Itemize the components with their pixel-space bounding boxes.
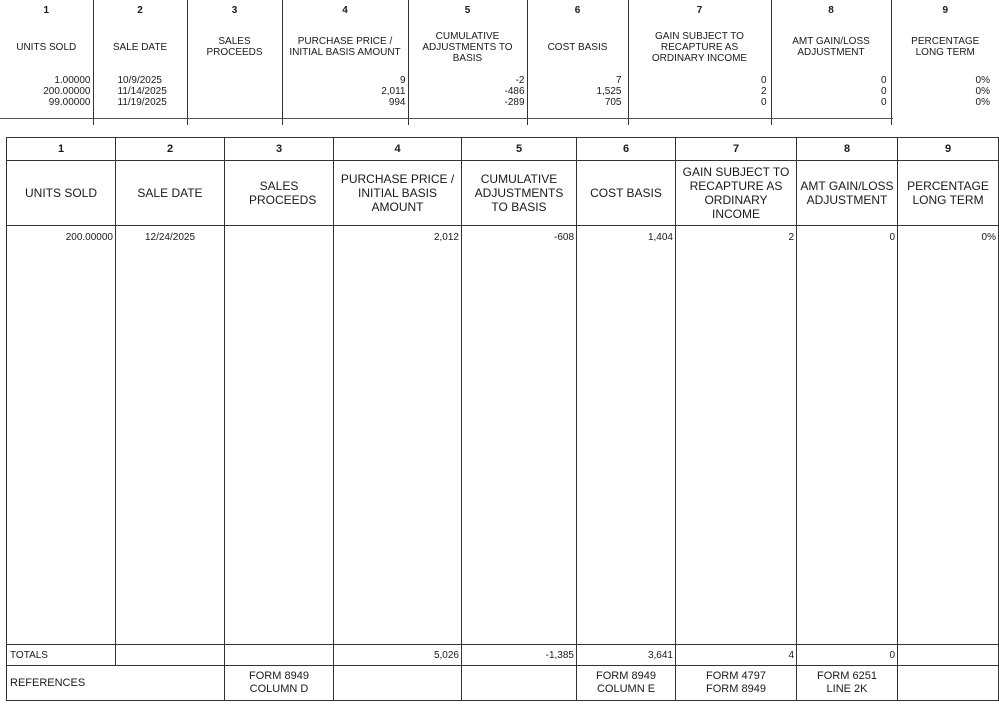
percentage-long-term-value: 0%	[975, 97, 990, 108]
percentage-long-term-value: 0%	[975, 75, 990, 86]
col-number: 9	[898, 138, 999, 161]
reference-line: FORM 4797	[706, 670, 766, 682]
header-cost-basis: COST BASIS	[527, 22, 628, 72]
top-sales-table	[0, 0, 999, 125]
sale-date-value: 12/24/2025	[116, 226, 225, 645]
header-percentage-long-term: PERCENTAGE LONG TERM	[898, 161, 999, 226]
header-amt-adjustment: AMT GAIN/LOSS ADJUSTMENT	[771, 22, 891, 72]
amt-adjustment-value: 0	[880, 97, 887, 108]
reference-line: FORM 8949	[706, 683, 766, 695]
amt-adjustment-value: 0	[880, 86, 887, 97]
header-sale-date: SALE DATE	[116, 161, 225, 226]
col-number: 9	[891, 0, 999, 22]
reference-gain-recapture	[676, 666, 797, 701]
purchase-price-value: 9	[399, 75, 406, 86]
cost-basis-value: 1,404	[577, 226, 676, 645]
cumulative-adjustment-value: -2	[515, 75, 525, 86]
col-number: 1	[7, 138, 116, 161]
reference-empty	[462, 666, 577, 701]
reference-line: COLUMN E	[596, 683, 656, 695]
cost-basis-value: 7	[615, 75, 622, 86]
totals-empty	[898, 645, 999, 666]
cumulative-adjustment-value: -289	[504, 97, 525, 108]
sales-proceeds-value	[188, 97, 280, 108]
references-label: REFERENCES	[7, 666, 225, 701]
header-percentage-long-term: PERCENTAGE LONG TERM	[891, 22, 999, 72]
header-amt-adjustment: AMT GAIN/LOSS ADJUSTMENT	[797, 161, 898, 226]
reference-empty	[898, 666, 999, 701]
table-row	[7, 226, 999, 645]
col-number: 6	[527, 0, 628, 22]
column-header-row	[0, 22, 999, 72]
col-number: 1	[43, 5, 50, 16]
purchase-price-value: 2,012	[334, 226, 462, 645]
column-header-row	[7, 161, 999, 226]
column-number-row	[0, 0, 999, 22]
totals-gain-recapture: 4	[676, 645, 797, 666]
cumulative-adjustment-value: -608	[462, 226, 577, 645]
units-sold-value: 200.00000	[43, 86, 91, 97]
reference-line: FORM 8949	[596, 670, 656, 682]
reference-line: FORM 6251	[817, 670, 877, 682]
col-number: 2	[93, 0, 187, 22]
header-gain-recapture: GAIN SUBJECT TO RECAPTURE AS ORDINARY INCOME	[676, 161, 797, 226]
reference-line: FORM 8949	[249, 670, 309, 682]
totals-amt-adjustment: 0	[797, 645, 898, 666]
header-sales-proceeds: SALES PROCEEDS	[187, 22, 282, 72]
reference-empty	[334, 666, 462, 701]
percentage-long-term-value: 0%	[898, 226, 999, 645]
col-number: 8	[771, 0, 891, 22]
col-number: 4	[334, 138, 462, 161]
header-purchase-price: PURCHASE PRICE / INITIAL BASIS AMOUNT	[282, 22, 408, 72]
col-number: 3	[187, 0, 282, 22]
top-table-bottom-rule	[0, 118, 893, 119]
header-gain-recapture: GAIN SUBJECT TO RECAPTURE AS ORDINARY INCOME	[628, 22, 771, 72]
reference-amt-adjustment	[797, 666, 898, 701]
reference-sales-proceeds	[225, 666, 334, 701]
sales-proceeds-value	[225, 226, 334, 645]
bottom-sales-table	[6, 137, 999, 701]
header-purchase-price: PURCHASE PRICE / INITIAL BASIS AMOUNT	[334, 161, 462, 226]
percentage-long-term-cell	[891, 72, 999, 125]
cumulative-adjustment-value: -486	[504, 86, 525, 97]
sales-proceeds-value	[188, 86, 280, 97]
sales-proceeds-value	[188, 75, 280, 86]
sale-date-value: 10/9/2025	[117, 75, 162, 86]
col-number: 8	[797, 138, 898, 161]
percentage-long-term-value: 0%	[975, 86, 990, 97]
purchase-price-value: 2,011	[381, 86, 406, 97]
col-number: 5	[408, 0, 527, 22]
sale-date-value: 11/14/2025	[117, 86, 167, 97]
header-cumulative-adjustments: CUMULATIVE ADJUSTMENTS TO BASIS	[462, 161, 577, 226]
totals-label: TOTALS	[7, 645, 116, 666]
col-number: 5	[462, 138, 577, 161]
totals-empty	[116, 645, 225, 666]
col-number: 7	[628, 0, 771, 22]
units-sold-value: 200.00000	[7, 226, 116, 645]
totals-cost-basis: 3,641	[577, 645, 676, 666]
totals-cumulative-adjustment: -1,385	[462, 645, 577, 666]
reference-line: LINE 2K	[826, 683, 868, 695]
cost-basis-value: 705	[604, 97, 622, 108]
sale-date-value: 11/19/2025	[117, 97, 167, 108]
amt-adjustment-value: 0	[797, 226, 898, 645]
cost-basis-value: 1,525	[596, 86, 622, 97]
col-number: 7	[676, 138, 797, 161]
purchase-price-value: 994	[388, 97, 406, 108]
gain-recapture-value: 0	[760, 97, 767, 108]
col-number: 6	[577, 138, 676, 161]
header-cost-basis: COST BASIS	[577, 161, 676, 226]
reference-cost-basis	[577, 666, 676, 701]
totals-purchase-price: 5,026	[334, 645, 462, 666]
column-number-row	[7, 138, 999, 161]
col-number: 4	[282, 0, 408, 22]
units-sold-value: 99.00000	[48, 97, 91, 108]
header-sale-date: SALE DATE	[93, 22, 187, 72]
gain-recapture-value: 2	[676, 226, 797, 645]
header-units-sold: UNITS SOLD	[16, 41, 77, 53]
totals-empty	[225, 645, 334, 666]
col-number: 2	[116, 138, 225, 161]
gain-recapture-value: 2	[760, 86, 767, 97]
header-sales-proceeds: SALES PROCEEDS	[225, 161, 334, 226]
col-number: 3	[225, 138, 334, 161]
header-units-sold: UNITS SOLD	[7, 161, 116, 226]
header-cumulative-adjustments: CUMULATIVE ADJUSTMENTS TO BASIS	[408, 22, 527, 72]
references-row	[7, 666, 999, 701]
gain-recapture-value: 0	[760, 75, 767, 86]
amt-adjustment-value: 0	[880, 75, 887, 86]
reference-line: COLUMN D	[249, 683, 309, 695]
units-sold-value: 1.00000	[54, 75, 91, 86]
totals-row	[7, 645, 999, 666]
